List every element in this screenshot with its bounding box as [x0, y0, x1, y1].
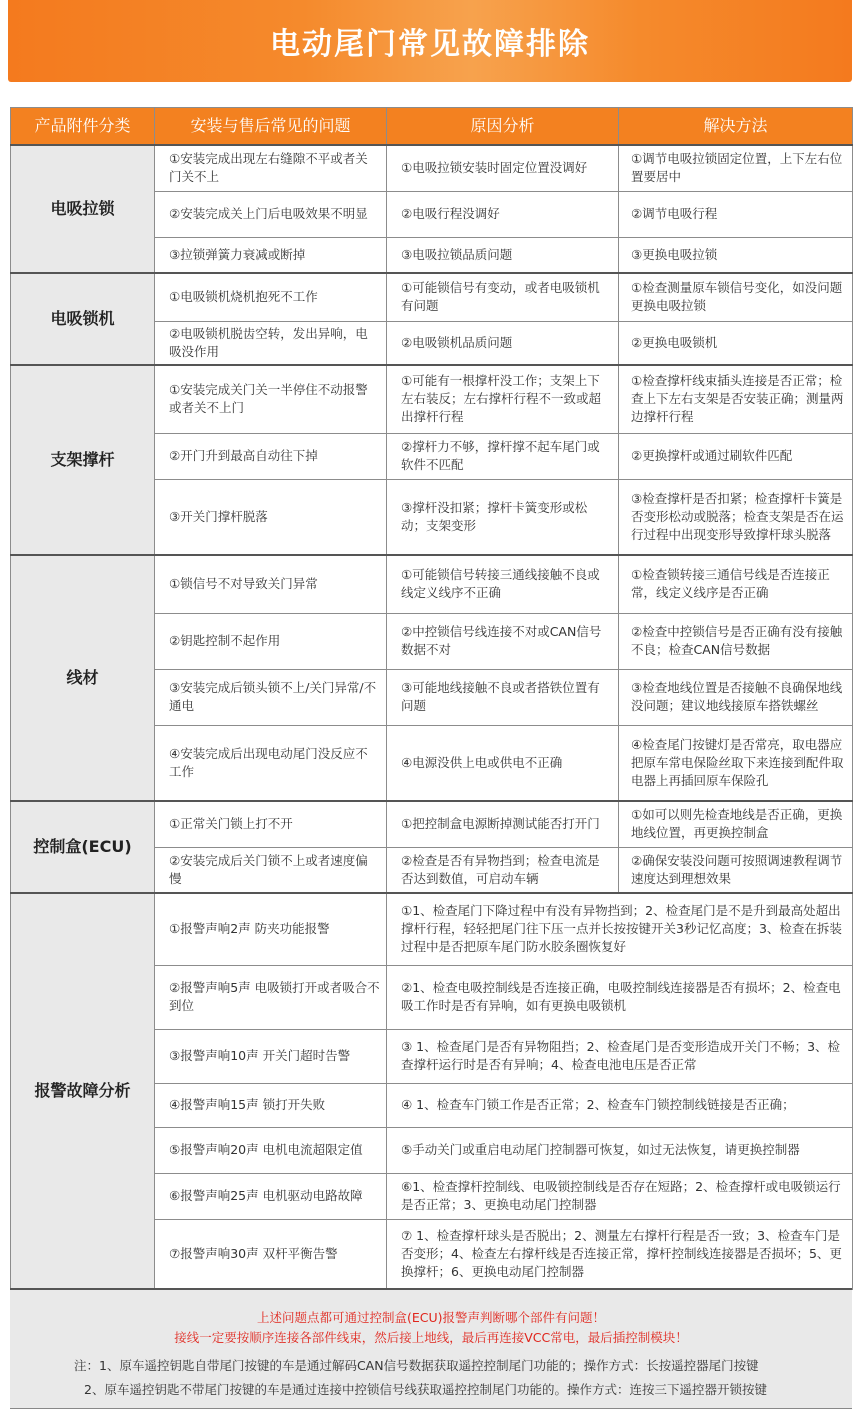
cause-cell: ①电吸拉锁安装时固定位置没调好 [387, 145, 619, 191]
header-cause: 原因分析 [387, 108, 619, 146]
solution-cell: ①检查测量原车锁信号变化，如没问题更换电吸拉锁 [619, 273, 853, 321]
alarm-analysis-cell: ④ 1、检查车门锁工作是否正常；2、检查车门锁控制线链接是否正确； [387, 1083, 853, 1127]
note-line-2: 2、原车遥控钥匙不带尾门按键的车是通过连接中控锁信号线获取遥控控制尾门功能的。操作方式：连按三下遥控器开锁按键 [84, 1382, 767, 1397]
table-header-row [11, 108, 853, 146]
alarm-analysis-cell: ⑥1、检查撑杆控制线、电吸锁控制线是否存在短路；2、检查撑杆或电吸锁运行是否正常；3、更换电动尾门控制器 [387, 1173, 853, 1219]
cause-cell: ②电吸锁机品质问题 [387, 321, 619, 365]
header-solution: 解决方法 [619, 108, 853, 146]
solution-cell: ①检查锁转接三通信号线是否连接正常，线定义线序是否正确 [619, 555, 853, 613]
cause-cell: ③撑杆没扣紧；撑杆卡簧变形或松动；支架变形 [387, 479, 619, 555]
table-row [11, 145, 853, 191]
alarm-analysis-cell: ②1、检查电吸控制线是否连接正确，电吸控制线连接器是否有损坏；2、检查电吸工作时是否有异响，如有更换电吸锁机 [387, 965, 853, 1029]
alarm-cell: ③报警声响10声 开关门超时告警 [155, 1029, 387, 1083]
solution-cell: ②检查中控锁信号是否正确有没有接触不良；检查CAN信号数据 [619, 613, 853, 669]
alarm-analysis-cell: ⑦ 1、检查撑杆球头是否脱出；2、测量左右撑杆行程是否一致；3、检查车门是否变形；4、检查左右撑杆线是否连接正常，撑杆控制线连接器是否损坏；5、更换撑杆；6、更换电动尾门控制器 [387, 1219, 853, 1289]
table-row [11, 273, 853, 321]
solution-cell: ①如可以则先检查地线是否正确，更换地线位置，再更换控制盒 [619, 801, 853, 847]
problem-cell: ①安装完成出现左右缝隙不平或者关门关不上 [155, 145, 387, 191]
problem-cell: ③开关门撑杆脱落 [155, 479, 387, 555]
problem-cell: ②钥匙控制不起作用 [155, 613, 387, 669]
problem-cell: ②电吸锁机脱齿空转，发出异响，电吸没作用 [155, 321, 387, 365]
cause-cell: ③可能地线接触不良或者搭铁位置有问题 [387, 669, 619, 725]
cause-cell: ②检查是否有异物挡到；检查电流是否达到数值，可启动车辆 [387, 847, 619, 893]
problem-cell: ①正常关门锁上打不开 [155, 801, 387, 847]
alarm-analysis-cell: ③ 1、检查尾门是否有异物阻挡；2、检查尾门是否变形造成开关门不畅；3、检查撑杆运行时是否有异响；4、检查电池电压是否正常 [387, 1029, 853, 1083]
cause-cell: ②电吸行程没调好 [387, 191, 619, 237]
category-cell: 电吸锁机 [11, 273, 155, 365]
problem-cell: ②安装完成后关门锁不上或者速度偏慢 [155, 847, 387, 893]
solution-cell: ②确保安装没问题可按照调速教程调节速度达到理想效果 [619, 847, 853, 893]
solution-cell: ②更换电吸锁机 [619, 321, 853, 365]
problem-cell: ③拉锁弹簧力衰减或断掉 [155, 237, 387, 273]
solution-cell: ①检查撑杆线束插头连接是否正常；检查上下左右支架是否安装正确；测量两边撑杆行程 [619, 365, 853, 433]
table-row [11, 893, 853, 965]
title-banner [8, 0, 852, 82]
problem-cell: ①锁信号不对导致关门异常 [155, 555, 387, 613]
problem-cell: ②开门升到最高自动往下掉 [155, 433, 387, 479]
problem-cell: ③安装完成后锁头锁不上/关门异常/不通电 [155, 669, 387, 725]
problem-cell: ①安装完成关门关一半停住不动报警或者关不上门 [155, 365, 387, 433]
cause-cell: ①可能锁信号有变动，或者电吸锁机有问题 [387, 273, 619, 321]
cause-cell: ①把控制盒电源断掉测试能否打开门 [387, 801, 619, 847]
cause-cell: ①可能有一根撑杆没工作；支架上下左右装反；左右撑杆行程不一致或超出撑杆行程 [387, 365, 619, 433]
header-category: 产品附件分类 [11, 108, 155, 146]
solution-cell: ①调节电吸拉锁固定位置，上下左右位置要居中 [619, 145, 853, 191]
solution-cell: ③更换电吸拉锁 [619, 237, 853, 273]
note-line-1: 注：1、原车遥控钥匙自带尾门按键的车是通过解码CAN信号数据获取遥控控制尾门功能的；操作方式：长按遥控器尾门按键 [74, 1358, 759, 1373]
category-cell: 线材 [11, 555, 155, 801]
footer-notes [10, 1288, 852, 1409]
page-title: 电动尾门常见故障排除 [270, 27, 590, 62]
cause-cell: ②中控锁信号线连接不对或CAN信号数据不对 [387, 613, 619, 669]
warning-line-2: 接线一定要按顺序连接各部件线束，然后接上地线，最后再连接VCC常电，最后插控制模块！ [174, 1330, 688, 1345]
solution-cell: ③检查撑杆是否扣紧；检查撑杆卡簧是否变形松动或脱落；检查支架是否在运行过程中出现变形导致撑杆球头脱落 [619, 479, 853, 555]
table-row [11, 555, 853, 613]
solution-cell: ③检查地线位置是否接触不良确保地线没问题；建议地线接原车搭铁螺丝 [619, 669, 853, 725]
problem-cell: ①电吸锁机烧机抱死不工作 [155, 273, 387, 321]
problem-cell: ②安装完成关上门后电吸效果不明显 [155, 191, 387, 237]
solution-cell: ④检查尾门按键灯是否常亮，取电器应把原车常电保险丝取下来连接到配件取电器上再插回原车保险孔 [619, 725, 853, 801]
solution-cell: ②调节电吸行程 [619, 191, 853, 237]
warning-line-1: 上述问题点都可通过控制盒(ECU)报警声判断哪个部件有问题！ [256, 1310, 606, 1325]
troubleshooting-table [10, 107, 853, 1290]
header-problem: 安装与售后常见的问题 [155, 108, 387, 146]
solution-cell: ②更换撑杆或通过刷软件匹配 [619, 433, 853, 479]
table-row [11, 801, 853, 847]
cause-cell: ④电源没供上电或供电不正确 [387, 725, 619, 801]
alarm-analysis-cell: ①1、检查尾门下降过程中有没有异物挡到；2、检查尾门是不是升到最高处超出撑杆行程，轻轻把尾门往下压一点并长按按键开关3秒记忆高度；3、检查在拆装过程中是否把原车尾门防水胶条圈恢复好 [387, 893, 853, 965]
alarm-cell: ⑦报警声响30声 双杆平衡告警 [155, 1219, 387, 1289]
category-cell: 支架撑杆 [11, 365, 155, 555]
problem-cell: ④安装完成后出现电动尾门没反应不工作 [155, 725, 387, 801]
category-cell: 控制盒(ECU) [11, 801, 155, 893]
cause-cell: ②撑杆力不够，撑杆撑不起车尾门或软件不匹配 [387, 433, 619, 479]
alarm-analysis-cell: ⑤手动关门或重启电动尾门控制器可恢复，如过无法恢复，请更换控制器 [387, 1127, 853, 1173]
alarm-cell: ⑥报警声响25声 电机驱动电路故障 [155, 1173, 387, 1219]
cause-cell: ③电吸拉锁品质问题 [387, 237, 619, 273]
category-cell: 电吸拉锁 [11, 145, 155, 273]
alarm-cell: ⑤报警声响20声 电机电流超限定值 [155, 1127, 387, 1173]
alarm-cell: ④报警声响15声 锁打开失败 [155, 1083, 387, 1127]
cause-cell: ①可能锁信号转接三通线接触不良或线定义线序不正确 [387, 555, 619, 613]
alarm-cell: ②报警声响5声 电吸锁打开或者吸合不到位 [155, 965, 387, 1029]
category-cell: 报警故障分析 [11, 893, 155, 1289]
alarm-cell: ①报警声响2声 防夹功能报警 [155, 893, 387, 965]
table-row [11, 365, 853, 433]
